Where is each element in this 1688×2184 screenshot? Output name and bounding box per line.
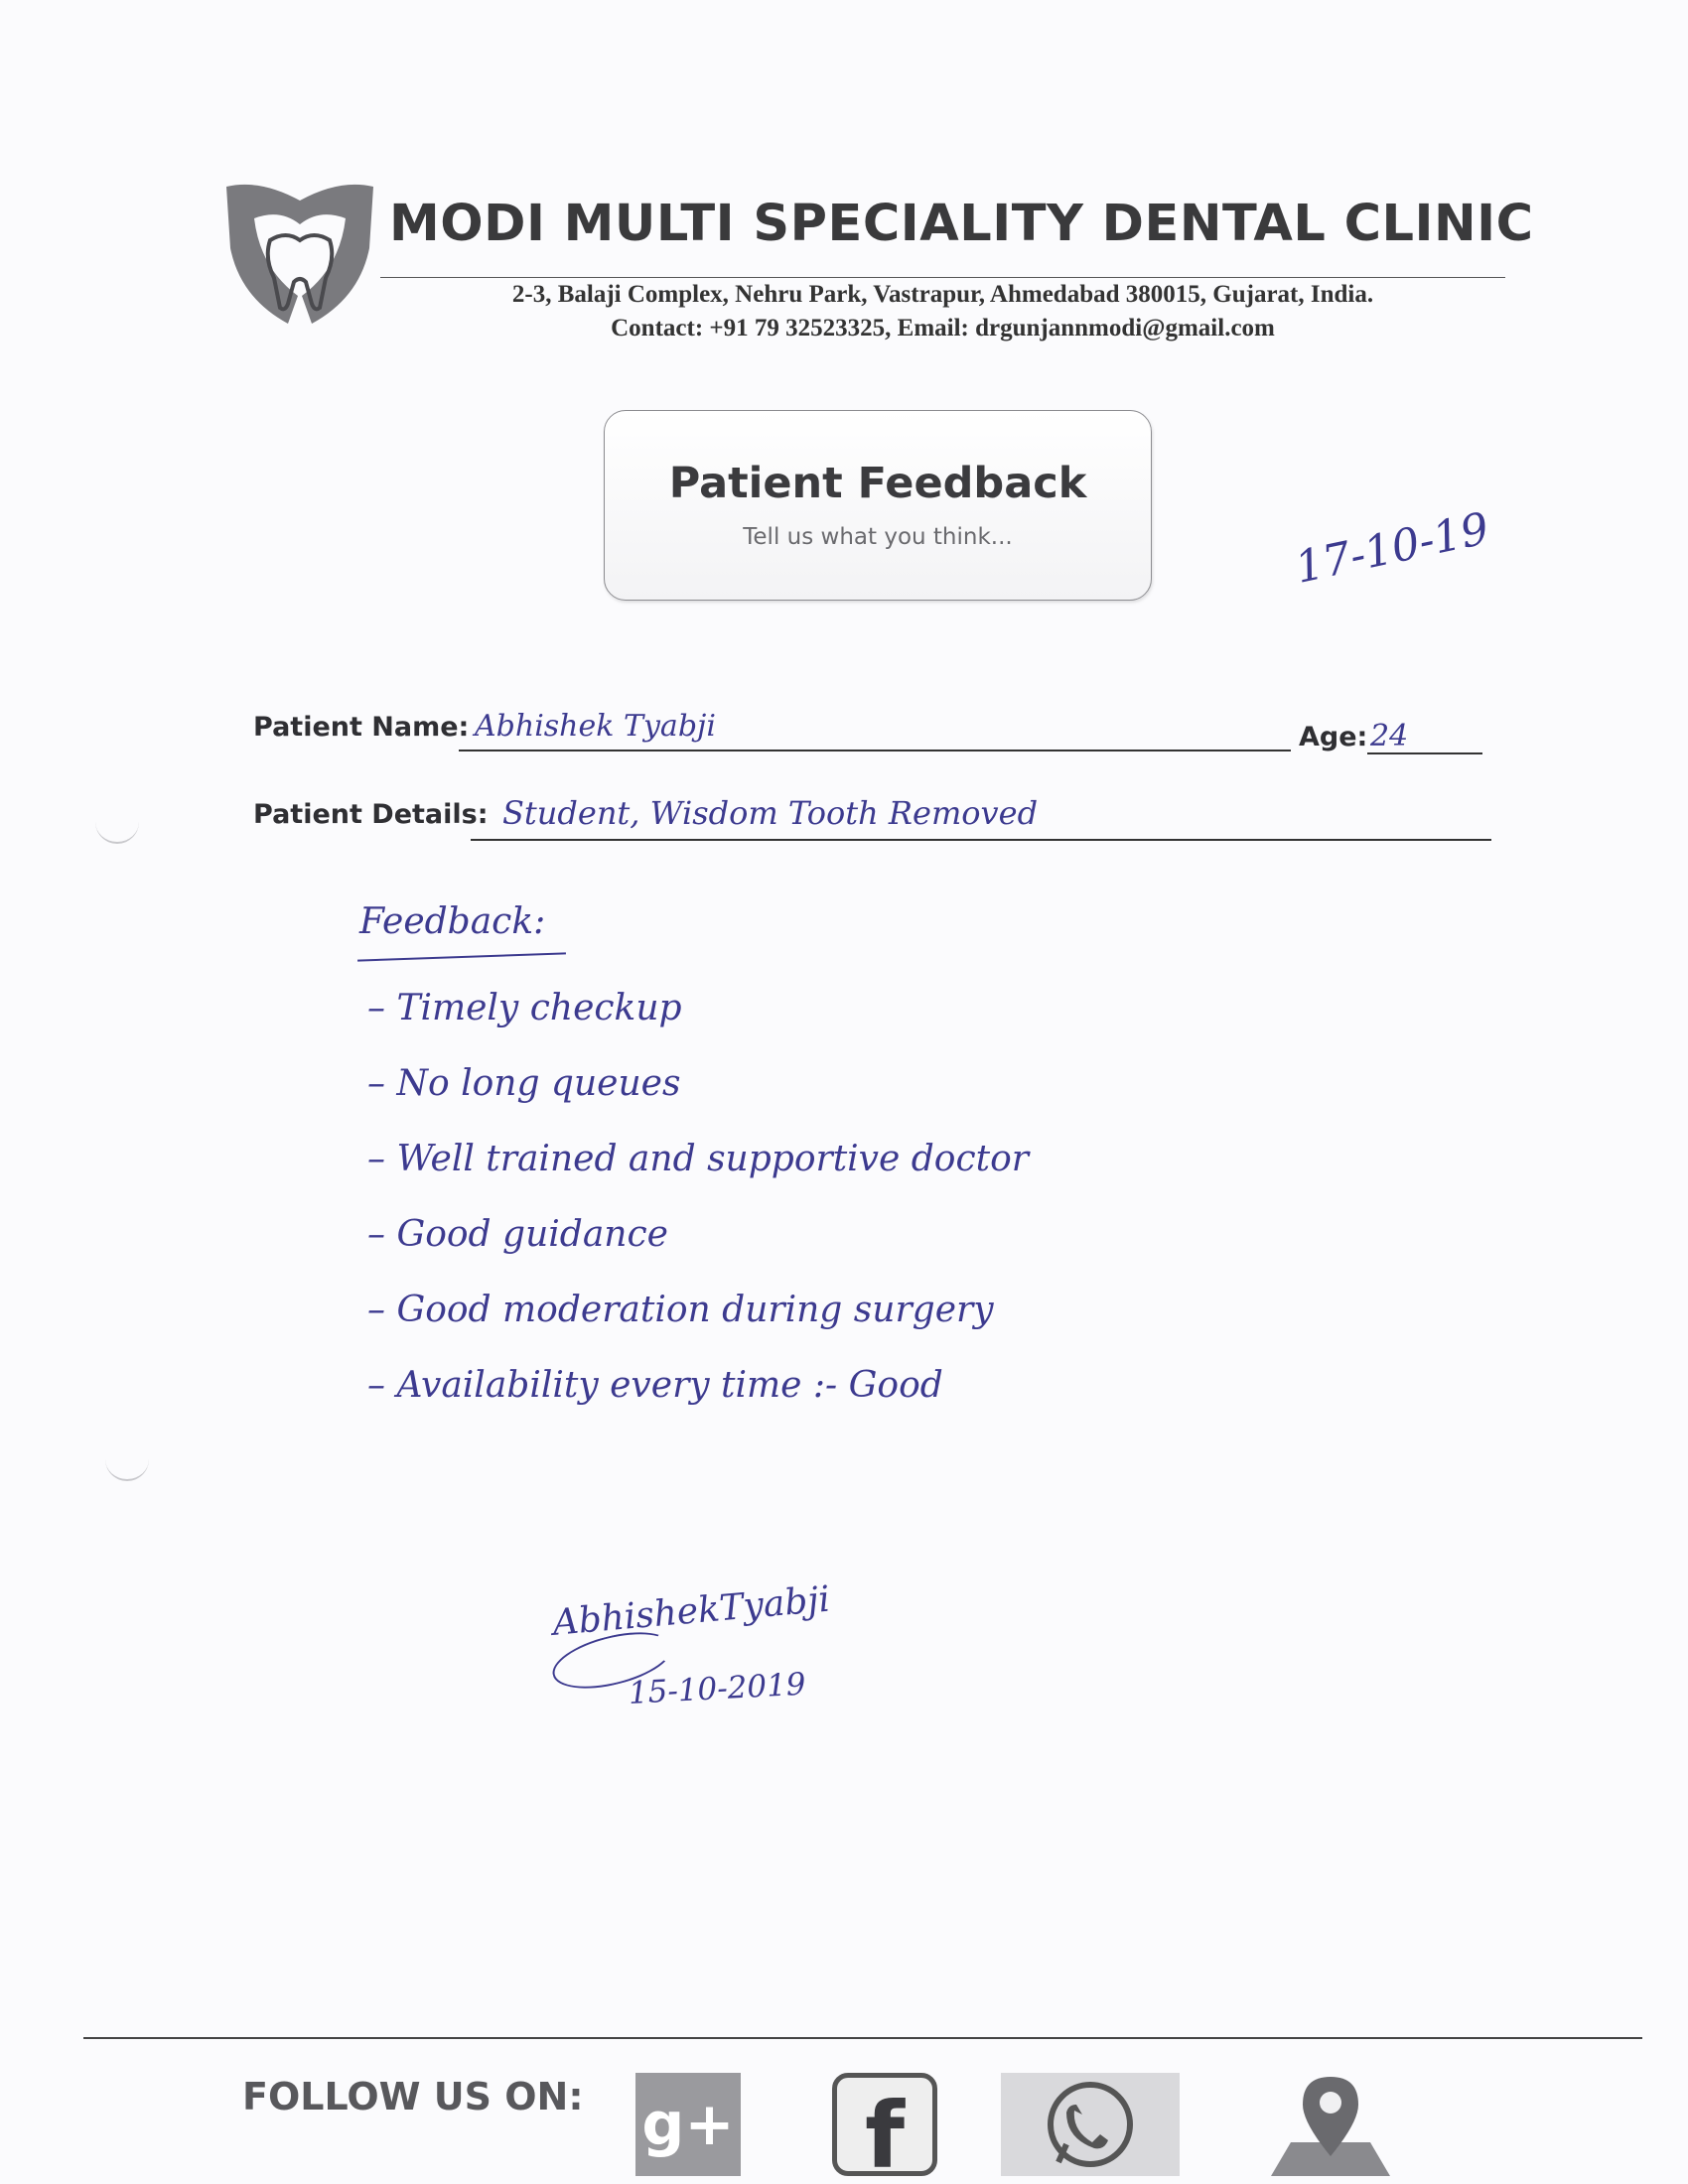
map-pin-icon[interactable]: [1251, 2073, 1410, 2176]
signature: AbhishekTyabji: [551, 1578, 832, 1644]
footer-divider: [83, 2037, 1642, 2039]
patient-details-line: [471, 839, 1491, 841]
google-plus-glyph: g+: [641, 2090, 735, 2159]
feedback-item: – Good moderation during surgery: [367, 1273, 1029, 1348]
feedback-list: [367, 971, 1029, 1424]
whatsapp-icon[interactable]: [1001, 2073, 1180, 2176]
google-plus-icon[interactable]: [635, 2073, 741, 2176]
feedback-item: – No long queues: [367, 1046, 1029, 1122]
feedback-item: – Well trained and supportive doctor: [367, 1122, 1029, 1197]
facebook-glyph: f: [864, 2083, 906, 2176]
feedback-heading-underline: [357, 952, 566, 961]
tooth-logo-icon: [220, 179, 379, 328]
clinic-name: MODI MULTI SPECIALITY DENTAL CLINIC: [389, 195, 1534, 253]
follow-us-label: FOLLOW US ON:: [242, 2075, 584, 2118]
patient-details-label: Patient Details:: [253, 799, 489, 830]
signature-date: 15-10-2019: [628, 1666, 807, 1711]
header-divider: [380, 277, 1505, 278]
form-title: Patient Feedback: [668, 459, 1087, 508]
clinic-address: 2-3, Balaji Complex, Nehru Park, Vastrapur, Ahmedabad 380015, Gujarat, India.: [511, 281, 1374, 308]
age-value: 24: [1370, 719, 1409, 753]
feedback-item: – Availability every time :- Good: [367, 1348, 1029, 1424]
feedback-heading: Feedback:: [359, 901, 546, 942]
handwritten-date: 17-10-19: [1291, 502, 1493, 594]
punch-hole: [95, 812, 139, 844]
age-label: Age:: [1299, 722, 1368, 752]
form-subtitle: Tell us what you think...: [743, 524, 1013, 550]
facebook-icon[interactable]: [832, 2073, 937, 2176]
feedback-item: – Timely checkup: [367, 971, 1029, 1046]
patient-name-line: [459, 750, 1291, 751]
title-box: [604, 410, 1152, 601]
patient-details-value: Student, Wisdom Tooth Removed: [502, 794, 1039, 832]
punch-hole: [105, 1449, 149, 1481]
feedback-item: – Good guidance: [367, 1197, 1029, 1273]
clinic-contact: Contact: +91 79 32523325, Email: drgunjannmodi@gmail.com: [611, 315, 1275, 341]
patient-name-value: Abhishek Tyabji: [475, 709, 716, 744]
patient-name-label: Patient Name:: [253, 712, 470, 743]
